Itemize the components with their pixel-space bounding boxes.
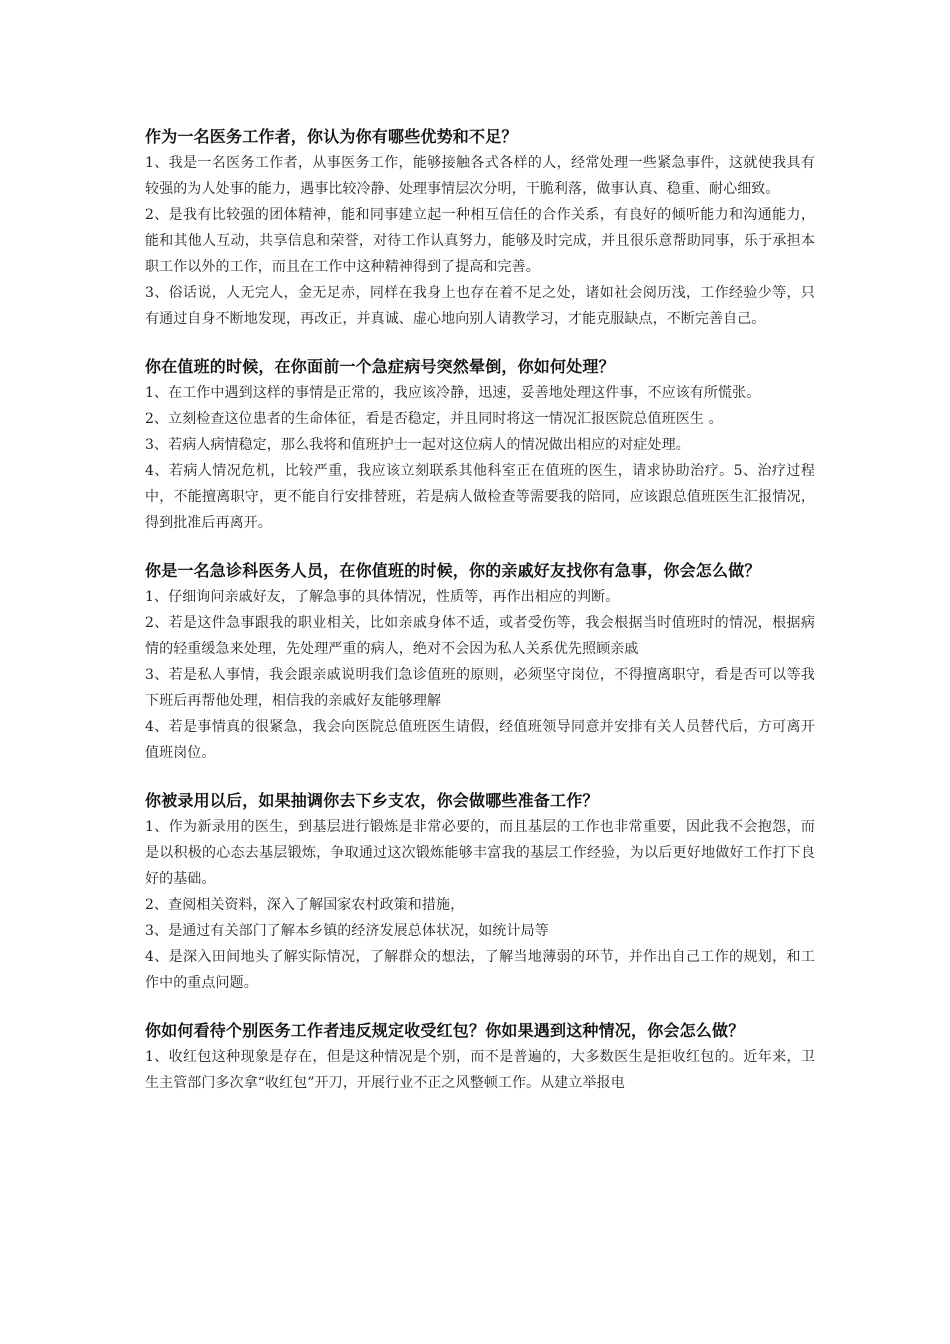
answer-paragraph: 3、若病人病情稳定，那么我将和值班护士一起对这位病人的情况做出相应的对症处理。 xyxy=(145,437,690,453)
section-strengths-weaknesses xyxy=(145,124,815,332)
section-rural-support xyxy=(145,788,815,996)
answer-paragraph: 2、查阅相关资料，深入了解国家农村政策和措施， xyxy=(145,897,465,913)
answer-paragraph: 1、仔细询问亲戚好友，了解急事的具体情况，性质等，再作出相应的判断。 xyxy=(145,589,620,605)
question-title: 你被录用以后，如果抽调你去下乡支农，你会做哪些准备工作？ xyxy=(145,791,599,810)
question-title: 作为一名医务工作者，你认为你有哪些优势和不足？ xyxy=(145,127,518,146)
answer-paragraph: 2、若是这件急事跟我的职业相关，比如亲戚身体不适，或者受伤等，我会根据当时值班时的情况，根据病情的轻重缓急来处理，先处理严重的病人，绝对不会因为私人关系优先照顾亲戚 xyxy=(145,615,815,657)
section-patient-faint xyxy=(145,354,815,536)
answer-paragraph: 2、是我有比较强的团体精神，能和同事建立起一种相互信任的合作关系，有良好的倾听能力和沟通能力，能和其他人互动，共享信息和荣誉，对待工作认真努力，能够及时完成，并且很乐意帮助同事，乐于承担本职工作以外的工作，而且在工作中这种精神得到了提高和完善。 xyxy=(145,207,815,275)
answer-paragraph: 4、若病人情况危机，比较严重，我应该立刻联系其他科室正在值班的医生，请求协助治疗。5、治疗过程中，不能擅离职守，更不能自行安排替班，若是病人做检查等需要我的陪同，应该跟总值班医生汇报情况，得到批准后再离开。 xyxy=(145,463,815,531)
section-red-envelope xyxy=(145,1018,815,1096)
answer-paragraph: 1、收红包这种现象是存在，但是这种情况是个别，而不是普遍的，大多数医生是拒收红包的。近年来，卫生主管部门多次拿“收红包”开刀，开展行业不正之风整顿工作。从建立举报电 xyxy=(145,1049,815,1091)
answer-paragraph: 1、在工作中遇到这样的事情是正常的，我应该冷静，迅速，妥善地处理这件事，不应该有所慌张。 xyxy=(145,385,761,401)
answer-paragraph: 4、若是事情真的很紧急，我会向医院总值班医生请假，经值班领导同意并安排有关人员替代后，方可离开值班岗位。 xyxy=(145,719,815,761)
document-page xyxy=(145,124,815,1096)
answer-paragraph: 4、是深入田间地头了解实际情况，了解群众的想法，了解当地薄弱的环节，并作出自己工作的规划，和工作中的重点问题。 xyxy=(145,949,815,991)
question-title: 你是一名急诊科医务人员，在你值班的时候，你的亲戚好友找你有急事，你会怎么做？ xyxy=(145,561,761,580)
answer-paragraph: 3、若是私人事情，我会跟亲戚说明我们急诊值班的原则，必须坚守岗位，不得擅离职守，看是否可以等我下班后再帮他处理，相信我的亲戚好友能够理解 xyxy=(145,667,815,709)
answer-paragraph: 2、立刻检查这位患者的生命体征，看是否稳定，并且同时将这一情况汇报医院总值班医生 。 xyxy=(145,411,723,427)
section-relative-emergency xyxy=(145,558,815,766)
question-title: 你如何看待个别医务工作者违反规定收受红包？你如果遇到这种情况，你会怎么做？ xyxy=(145,1021,745,1040)
question-title: 你在值班的时候，在你面前一个急症病号突然晕倒，你如何处理？ xyxy=(145,357,615,376)
answer-paragraph: 3、是通过有关部门了解本乡镇的经济发展总体状况，如统计局等 xyxy=(145,923,549,939)
answer-paragraph: 1、作为新录用的医生，到基层进行锻炼是非常必要的，而且基层的工作也非常重要，因此我不会抱怨，而是以积极的心态去基层锻炼，争取通过这次锻炼能够丰富我的基层工作经验，为以后更好地做好工作打下良好的基础。 xyxy=(145,819,815,887)
answer-paragraph: 3、俗话说，人无完人，金无足赤，同样在我身上也存在着不足之处，诸如社会阅历浅，工作经验少等，只有通过自身不断地发现，再改正，并真诚、虚心地向别人请教学习，才能克服缺点，不断完善自己。 xyxy=(145,285,815,327)
answer-paragraph: 1、我是一名医务工作者，从事医务工作，能够接触各式各样的人，经常处理一些紧急事件，这就使我具有较强的为人处事的能力，遇事比较冷静、处理事情层次分明，干脆利落，做事认真、稳重、耐心细致。 xyxy=(145,155,815,197)
